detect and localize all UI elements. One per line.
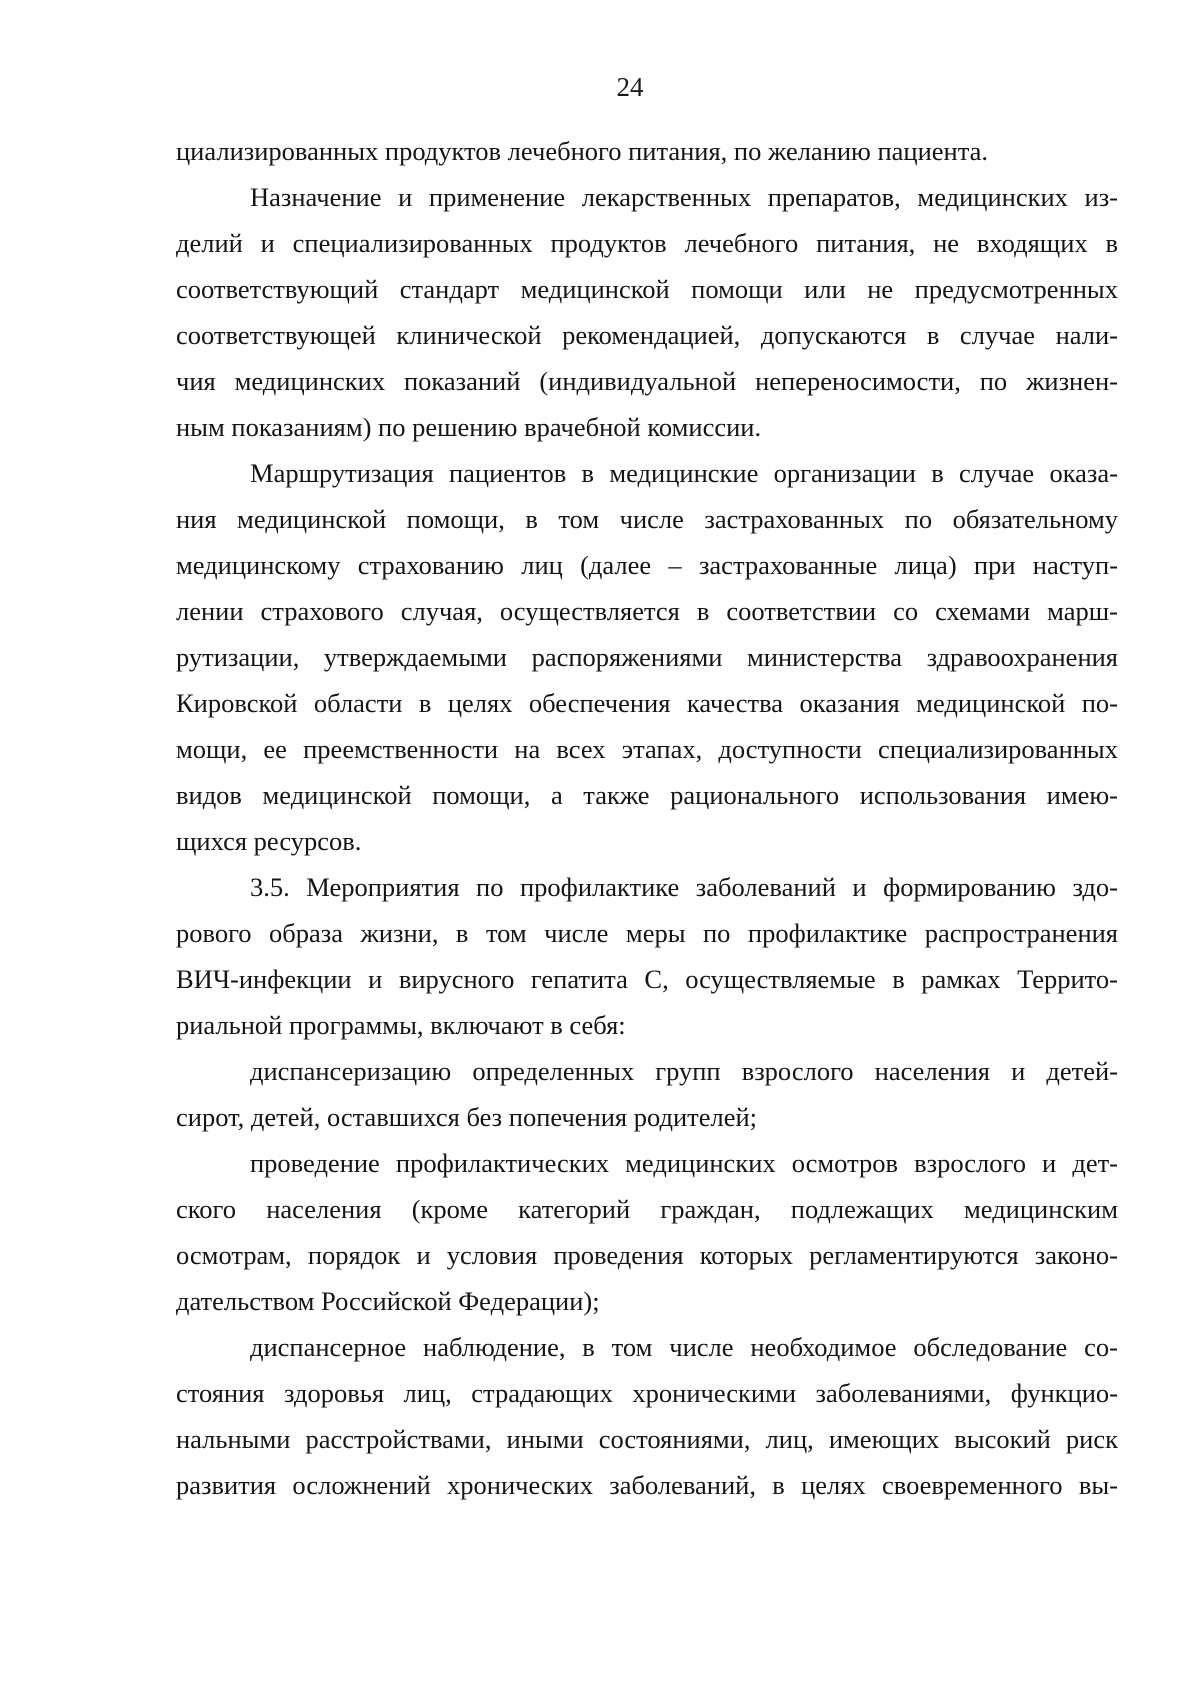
text-line: ния медицинской помощи, в том числе застрахованных по обязательному — [176, 504, 1118, 534]
text-line: диспансерное наблюдение, в том числе необходимое обследование со- — [250, 1332, 1118, 1362]
text-line: 3.5. Мероприятия по профилактике заболеваний и формированию здо- — [250, 872, 1118, 902]
text-line: соответствующий стандарт медицинской помощи или не предусмотренных — [176, 274, 1118, 304]
text-line: проведение профилактических медицинских осмотров взрослого и дет- — [250, 1148, 1118, 1178]
text-line: щихся ресурсов. — [176, 826, 362, 856]
page-number: 24 — [616, 72, 644, 102]
text-line: дательством Российской Федерации); — [176, 1286, 600, 1316]
text-line: мощи, ее преемственности на всех этапах, доступности специализированных — [176, 734, 1118, 764]
text-line: Назначение и применение лекарственных препаратов, медицинских из- — [250, 182, 1118, 212]
body-text — [176, 128, 1118, 1508]
text-line: ным показаниям) по решению врачебной комиссии. — [176, 412, 762, 442]
text-line: диспансеризацию определенных групп взрослого населения и детей- — [250, 1056, 1118, 1086]
text-line: осмотрам, порядок и условия проведения которых регламентируются законо- — [176, 1240, 1118, 1270]
text-line: стояния здоровья лиц, страдающих хроническими заболеваниями, функцио- — [176, 1378, 1118, 1408]
text-line: ского населения (кроме категорий граждан, подлежащих медицинским — [176, 1194, 1118, 1224]
text-line: нальными расстройствами, иными состояниями, лиц, имеющих высокий риск — [176, 1424, 1118, 1454]
text-line: развития осложнений хронических заболеваний, в целях своевременного вы- — [176, 1470, 1118, 1500]
text-line: риальной программы, включают в себя: — [176, 1010, 626, 1040]
text-line: сирот, детей, оставшихся без попечения родителей; — [176, 1102, 758, 1132]
text-line: рового образа жизни, в том числе меры по профилактике распространения — [176, 918, 1118, 948]
text-line: лении страхового случая, осуществляется в соответствии со схемами марш- — [176, 596, 1118, 626]
text-line: видов медицинской помощи, а также рационального использования имею- — [176, 780, 1118, 810]
text-line: Кировской области в целях обеспечения качества оказания медицинской по- — [176, 688, 1118, 718]
text-line: циализированных продуктов лечебного питания, по желанию пациента. — [176, 136, 989, 166]
text-line: чия медицинских показаний (индивидуальной непереносимости, по жизнен- — [176, 366, 1118, 396]
text-line: медицинскому страхованию лиц (далее – застрахованные лица) при наступ- — [176, 550, 1118, 580]
text-line: рутизации, утверждаемыми распоряжениями министерства здравоохранения — [176, 642, 1118, 672]
text-line: соответствующей клинической рекомендацией, допускаются в случае нали- — [176, 320, 1118, 350]
text-line: Маршрутизация пациентов в медицинские организации в случае оказа- — [250, 458, 1118, 488]
text-line: ВИЧ-инфекции и вирусного гепатита С, осуществляемые в рамках Террито- — [176, 964, 1118, 994]
text-line: делий и специализированных продуктов лечебного питания, не входящих в — [176, 228, 1118, 258]
